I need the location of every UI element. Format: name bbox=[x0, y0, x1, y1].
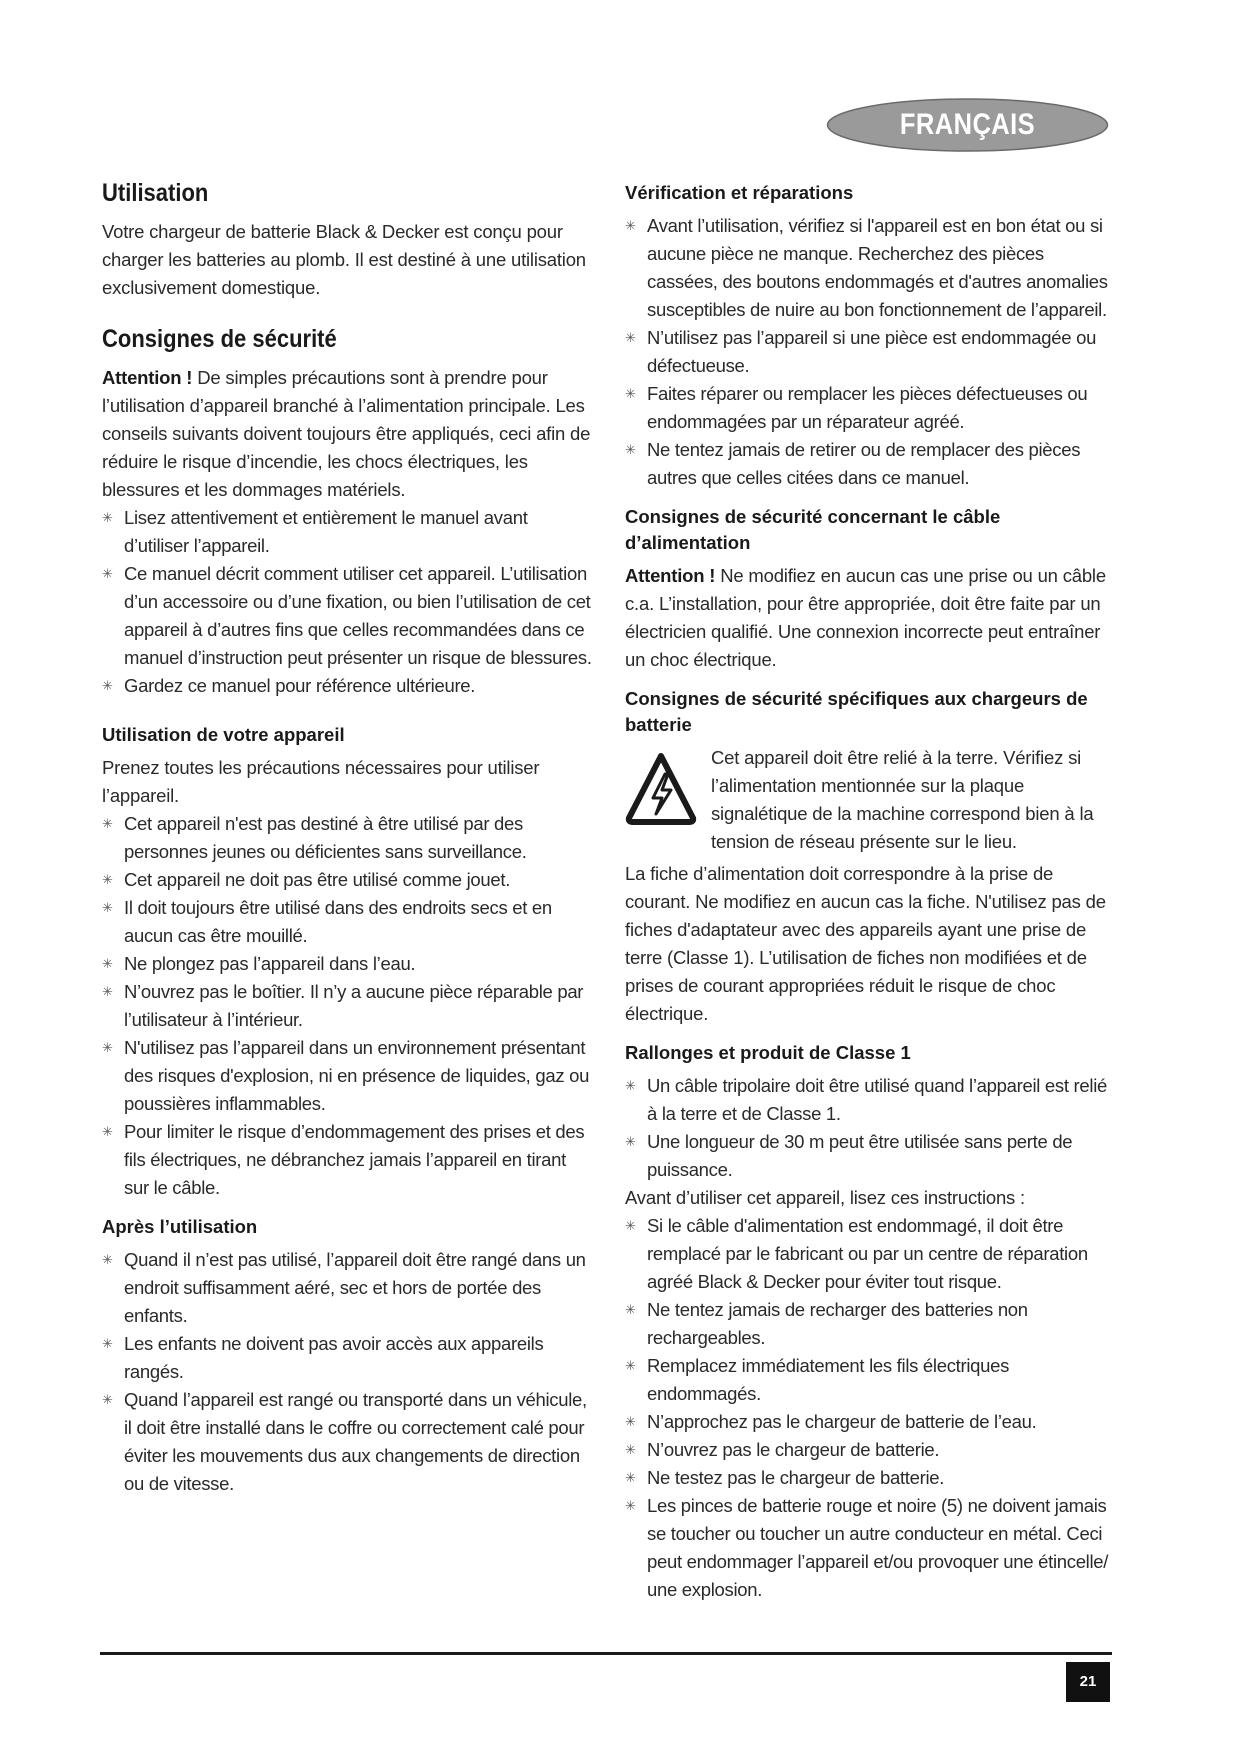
star-bullet-icon: ✳ bbox=[102, 872, 113, 887]
list-item: ✳ Faites réparer ou remplacer les pièces défectueuses ou endommagées par un réparateur agréé. bbox=[625, 380, 1113, 436]
list-item: ✳ Quand il n’est pas utilisé, l’appareil doit être rangé dans un endroit suffisamment aéré, sec et hors de portée des enfants. bbox=[102, 1246, 592, 1330]
attention-text: Ne modifiez en aucun cas une prise ou un câble c.a. L’installation, pour être appropriée, doit être faite par un électricien qualifié. Une connexion incorrecte peut entraîner un choc électrique. bbox=[625, 565, 1106, 670]
verification-list bbox=[625, 212, 1113, 492]
electric-hazard-icon bbox=[625, 752, 697, 826]
star-bullet-icon: ✳ bbox=[625, 1134, 636, 1149]
heading-apres-utilisation: Après l’utilisation bbox=[102, 1216, 258, 1237]
heading-chargeurs: Consignes de sécurité spécifiques aux chargeurs de batterie bbox=[625, 688, 1088, 735]
list-item: ✳ Lisez attentivement et entièrement le manuel avant d’utiliser l’appareil. bbox=[102, 504, 592, 560]
star-bullet-icon: ✳ bbox=[625, 386, 636, 401]
consignes-list bbox=[102, 504, 592, 700]
list-item: ✳ Pour limiter le risque d’endommagement des prises et des fils électriques, ne débranchez jamais l’appareil en tirant sur le câble. bbox=[102, 1118, 592, 1202]
star-bullet-icon: ✳ bbox=[625, 330, 636, 345]
star-bullet-icon: ✳ bbox=[102, 1392, 113, 1407]
rallonges-text: Avant d’utiliser cet appareil, lisez ces instructions : bbox=[625, 1187, 1025, 1208]
heading-rallonges: Rallonges et produit de Classe 1 bbox=[625, 1042, 911, 1063]
page-number: 21 bbox=[1066, 1662, 1110, 1702]
list-item: ✳ N'utilisez pas l’appareil dans un environnement présentant des risques d'explosion, ni en présence de liquides, gaz ou poussières inflammables. bbox=[102, 1034, 592, 1118]
list-item: ✳ Ne tentez jamais de recharger des batteries non rechargeables. bbox=[625, 1296, 1113, 1352]
utilisation-appareil-list bbox=[102, 810, 592, 1202]
list-item: ✳ N’utilisez pas l’appareil si une pièce est endommagée ou défectueuse. bbox=[625, 324, 1113, 380]
star-bullet-icon: ✳ bbox=[625, 1414, 636, 1429]
list-item: ✳ Un câble tripolaire doit être utilisé quand l’appareil est relié à la terre et de Classe 1. bbox=[625, 1072, 1113, 1128]
heading-consignes: Consignes de sécurité bbox=[102, 325, 337, 353]
star-bullet-icon: ✳ bbox=[625, 218, 636, 233]
list-item: ✳ Avant l’utilisation, vérifiez si l'appareil est en bon état ou si aucune pièce ne manque. Recherchez des pièces cassées, des boutons endommagés et d'autres anomalies susceptibles de nuire au bon fonctionnement de l’appareil. bbox=[625, 212, 1113, 324]
utilisation-text: Votre chargeur de batterie Black & Decker est conçu pour charger les batteries au plomb. Il est destiné à une utilisation exclusivement domestique. bbox=[102, 221, 586, 298]
list-item: ✳ N’approchez pas le chargeur de batterie de l’eau. bbox=[625, 1408, 1113, 1436]
heading-utilisation-appareil: Utilisation de votre appareil bbox=[102, 724, 345, 745]
language-badge-label: FRANÇAIS bbox=[899, 108, 1036, 141]
star-bullet-icon: ✳ bbox=[625, 1302, 636, 1317]
star-bullet-icon: ✳ bbox=[102, 1040, 113, 1055]
star-bullet-icon: ✳ bbox=[102, 678, 113, 693]
list-item: ✳ Les enfants ne doivent pas avoir accès aux appareils rangés. bbox=[102, 1330, 592, 1386]
left-column bbox=[102, 178, 592, 1498]
cable-attention-paragraph bbox=[625, 562, 1113, 674]
star-bullet-icon: ✳ bbox=[625, 1442, 636, 1457]
heading-utilisation: Utilisation bbox=[102, 179, 209, 207]
list-item: ✳ Une longueur de 30 m peut être utilisée sans perte de puissance. bbox=[625, 1128, 1113, 1184]
list-item: ✳ Cet appareil ne doit pas être utilisé comme jouet. bbox=[102, 866, 592, 894]
star-bullet-icon: ✳ bbox=[102, 1336, 113, 1351]
list-item: ✳ N’ouvrez pas le chargeur de batterie. bbox=[625, 1436, 1113, 1464]
consignes-attention-paragraph bbox=[102, 364, 592, 504]
utilisation-appareil-text: Prenez toutes les précautions nécessaires pour utiliser l’appareil. bbox=[102, 757, 540, 806]
list-item: ✳ Quand l’appareil est rangé ou transporté dans un véhicule, il doit être installé dans le coffre ou correctement calé pour éviter les mouvements dus aux changements de direction ou de vitesse. bbox=[102, 1386, 592, 1498]
list-item: ✳ Remplacez immédiatement les fils électriques endommagés. bbox=[625, 1352, 1113, 1408]
list-item: ✳ Les pinces de batterie rouge et noire (5) ne doivent jamais se toucher ou toucher un autre conducteur en métal. Ceci peut endommager l’appareil et/ou provoquer une étincelle/ une explosion. bbox=[625, 1492, 1113, 1604]
star-bullet-icon: ✳ bbox=[625, 1218, 636, 1233]
instructions-list bbox=[625, 1212, 1113, 1604]
star-bullet-icon: ✳ bbox=[102, 984, 113, 999]
rallonges-list bbox=[625, 1072, 1113, 1184]
star-bullet-icon: ✳ bbox=[102, 1124, 113, 1139]
attention-text: De simples précautions sont à prendre pour l’utilisation d’appareil branché à l’alimentation principale. Les conseils suivants doivent toujours être appliqués, ceci afin de réduire le risque d’incendie, les chocs électriques, les blessures et les dommages matériels. bbox=[102, 367, 591, 500]
attention-label: Attention ! bbox=[625, 565, 716, 586]
star-bullet-icon: ✳ bbox=[102, 510, 113, 525]
star-bullet-icon: ✳ bbox=[102, 566, 113, 581]
list-item: ✳ Ne tentez jamais de retirer ou de remplacer des pièces autres que celles citées dans ce manuel. bbox=[625, 436, 1113, 492]
star-bullet-icon: ✳ bbox=[625, 1358, 636, 1373]
chargeurs-text: La fiche d’alimentation doit correspondre à la prise de courant. Ne modifiez en aucun cas la fiche. N'utilisez pas de fiches d'adaptateur avec des appareils ayant une prise de terre (Classe 1). L’utilisation de fiches non modifiées et de prises de courant appropriées réduit le risque de choc électrique. bbox=[625, 863, 1106, 1024]
list-item: ✳ Si le câble d'alimentation est endommagé, il doit être remplacé par le fabricant ou par un centre de réparation agréé Black & Decker pour éviter tout risque. bbox=[625, 1212, 1113, 1296]
list-item: ✳ Ne plongez pas l’appareil dans l’eau. bbox=[102, 950, 592, 978]
attention-label: Attention ! bbox=[102, 367, 193, 388]
star-bullet-icon: ✳ bbox=[102, 1252, 113, 1267]
footer-rule bbox=[100, 1652, 1112, 1655]
list-item: ✳ Il doit toujours être utilisé dans des endroits secs et en aucun cas être mouillé. bbox=[102, 894, 592, 950]
star-bullet-icon: ✳ bbox=[625, 1078, 636, 1093]
list-item: ✳ Ne testez pas le chargeur de batterie. bbox=[625, 1464, 1113, 1492]
list-item: ✳ Gardez ce manuel pour référence ultérieure. bbox=[102, 672, 592, 700]
star-bullet-icon: ✳ bbox=[102, 900, 113, 915]
list-item: ✳ N’ouvrez pas le boîtier. Il n’y a aucune pièce réparable par l’utilisateur à l’intérieur. bbox=[102, 978, 592, 1034]
heading-verification: Vérification et réparations bbox=[625, 182, 854, 203]
star-bullet-icon: ✳ bbox=[625, 1498, 636, 1513]
star-bullet-icon: ✳ bbox=[102, 816, 113, 831]
warning-block bbox=[625, 744, 1113, 856]
star-bullet-icon: ✳ bbox=[102, 956, 113, 971]
star-bullet-icon: ✳ bbox=[625, 442, 636, 457]
list-item: ✳ Cet appareil n'est pas destiné à être utilisé par des personnes jeunes ou déficientes sans surveillance. bbox=[102, 810, 592, 866]
list-item: ✳ Ce manuel décrit comment utiliser cet appareil. L’utilisation d’un accessoire ou d’une fixation, ou bien l’utilisation de cet appareil à d’autres fins que celles recommandées dans ce manuel d’instruction peut présenter un risque de blessures. bbox=[102, 560, 592, 672]
right-column bbox=[625, 180, 1113, 1604]
warning-text: Cet appareil doit être relié à la terre. Vérifiez si l’alimentation mentionnée sur la plaque signalétique de la machine correspond bien à la tension de réseau présente sur le lieu. bbox=[711, 747, 1094, 852]
star-bullet-icon: ✳ bbox=[625, 1470, 636, 1485]
apres-list bbox=[102, 1246, 592, 1498]
heading-cable: Consignes de sécurité concernant le câble d’alimentation bbox=[625, 506, 1001, 553]
